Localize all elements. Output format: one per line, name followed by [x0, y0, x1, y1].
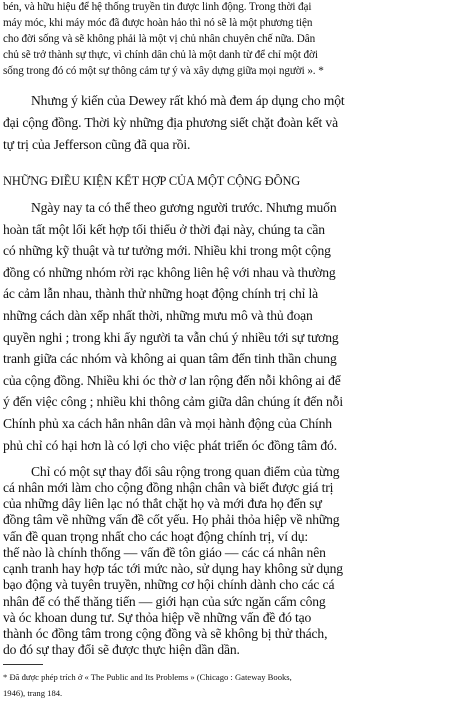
text-line: do đó sự thay đổi sẽ được thực hiện dần dần. — [3, 642, 240, 658]
text-line: hoàn tất một lối kết hợp tối thiểu ở thời đại này, chúng ta cần — [3, 221, 325, 237]
quote-line: máy móc, khi máy móc đã được hoàn hảo thì nó sẽ là một phương tiện — [3, 17, 313, 29]
footnote-separator — [3, 664, 43, 665]
text-line: đồng có những nhóm rời rạc không liên hệ với nhau và thường — [3, 264, 336, 280]
text-line: phủ chỉ có hại hơn là có lợi cho việc phát triển óc đồng tâm đó. — [3, 437, 337, 453]
quote-line: chủ sẽ trở thành sự thực, vì chính dân chủ là một danh từ để chỉ một đời — [3, 49, 318, 61]
text-line: Chính phủ xa cách hẳn nhân dân và mọi hành động của Chính — [3, 416, 332, 431]
text-line: đại cộng đồng. Thời kỳ những địa phương siết chặt đoàn kết và — [3, 115, 338, 130]
text-line: những cách dàn xếp nhất thời, những mưu mô và thủ đoạn — [3, 308, 313, 323]
text-line: ý đến việc công ; nhiều khi thông cảm giữa dân chúng ít đến nỗi — [3, 394, 343, 410]
text-line: thế nào là chính thống — vấn đề tôn giáo — các cá nhân nên — [3, 544, 326, 560]
text-line: nhân để có thể thăng tiến — giới hạn của sức ngăn cấm công — [3, 593, 326, 609]
quote-line: bén, và hữu hiệu để hệ thống truyền tin được linh động. Trong thời đại — [3, 1, 312, 13]
text-line: bạo động và tuyên truyền, những cơ hội chính dành cho các cá — [3, 577, 335, 593]
footnote-line: 1946), trang 184. — [3, 688, 63, 698]
text-line: cạnh tranh hay hợp tác tới mức nào, sử dụng hay không sử dụng — [3, 561, 343, 577]
text-line: của cộng đồng. Nhiều khi óc thờ ơ lan rộng đến nỗi không ai để — [3, 372, 341, 388]
text-line: thành óc đồng tâm trong cộng đồng và sẽ không bị thử thách, — [3, 626, 328, 641]
text-line: vấn đề quan trọng nhất cho các hoạt động chính trị, ví dụ: — [3, 528, 309, 544]
text-line: Chỉ có một sự thay đổi sâu rộng trong quan điểm của từng — [31, 463, 340, 479]
text-line: đồng tâm về những vấn đề cốt yếu. Họ phải thỏa hiệp về những — [3, 512, 340, 528]
text-line: Nhưng ý kiến của Dewey rất khó mà đem áp dụng cho một — [31, 93, 345, 108]
text-line: và óc khoan dung tư. Sự thỏa hiệp về những vấn đề đó tạo — [3, 609, 312, 625]
text-line: ác cảm lẫn nhau, thành thử những hoạt động chính trị chỉ là — [3, 286, 319, 302]
text-line: cá nhân mới làm cho cộng đồng nhận chân và biết được giá trị — [3, 479, 334, 495]
text-line: có những kỹ thuật và tư tưởng mới. Nhiều khi trong một cộng — [3, 243, 331, 259]
text-line: tự trị của Jefferson cũng đã qua rồi. — [3, 137, 191, 152]
section-heading: NHỮNG ĐIỀU KIỆN KẾT HỢP CỦA MỘT CỘNG ĐỒNG — [3, 174, 301, 188]
text-line: quyền nghi ; trong khi ấy người ta vẫn chú ý nhiều tới sự tương — [3, 329, 339, 345]
text-line: tranh giữa các nhóm và không ai quan tâm đến tinh thần chung — [3, 351, 337, 367]
quote-line: cho đời sống và sẽ không phải là một vị chủ nhân chuyên chế nữa. Dân — [3, 33, 316, 45]
footnote-line: * Đã được phép trích ở « The Public and Its Problems » (Chicago : Gateway Books, — [3, 672, 292, 682]
quote-line: sống trong đó có một sự thông cảm tự ý và xây dựng giữa mọi người ». * — [3, 65, 324, 77]
text-line: của những dây liên lạc nó thắt chặt họ và mới đưa họ đến sự — [3, 496, 322, 512]
text-line: Ngày nay ta có thể theo gương người trước. Nhưng muốn — [31, 200, 337, 215]
